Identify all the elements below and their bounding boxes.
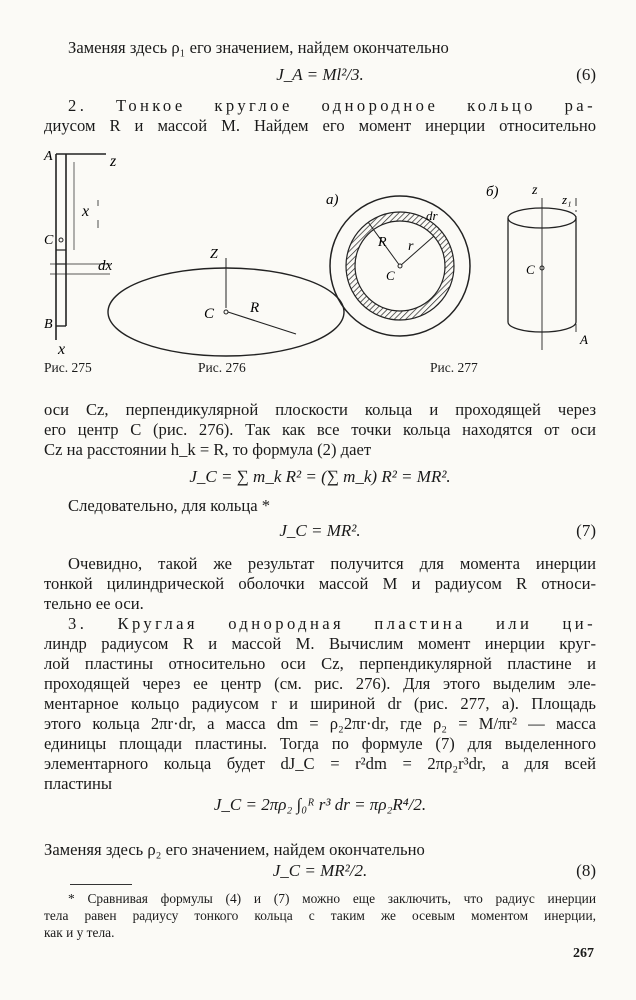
figure-277b-cylinder <box>508 198 576 350</box>
fig275-label-B: B <box>44 317 53 332</box>
paragraph-line: проходящей через ее центр (см. рис. 276). Для этого выделим эле- <box>44 674 596 693</box>
paragraph-line: тонкой цилиндрической оболочки массой M и радиусом R относи- <box>44 574 596 593</box>
figure-277a-disk <box>330 196 470 336</box>
caption-fig-276: Рис. 276 <box>198 360 246 375</box>
equation-7-body: J_C = MR². <box>279 521 361 540</box>
caption-fig-277: Рис. 277 <box>430 360 478 375</box>
paragraph-line: лой пластины относительно оси Cz, перпендикулярной пластине и <box>44 654 596 673</box>
figures-275-277 <box>30 140 610 358</box>
fig276-label-C: C <box>204 306 215 322</box>
fig275-label-C: C <box>44 233 54 248</box>
paragraph-line: ментарное кольцо радиусом r и шириной dr (рис. 277, а). Площадь <box>44 694 596 713</box>
footnote-line: * Сравнивая формулы (4) и (7) можно еще заключить, что радиус инерции <box>68 891 596 906</box>
paragraph-line: пластины <box>44 774 113 793</box>
paragraph-line: линдр радиусом R и массой M. Вычислим момент инерции круг- <box>44 634 596 653</box>
fig275-label-dx: dx <box>98 258 113 274</box>
footnote-line: как и у тела. <box>44 925 115 940</box>
equation-6-body: J_A = Ml²/3. <box>276 65 364 84</box>
fig277-label-z1: z₁ <box>562 192 572 207</box>
section-heading-3: 3. Круглая однородная пластина или ци- <box>68 614 596 633</box>
figure-275-rod <box>50 154 110 340</box>
equation-integral-body: J_C = 2πρ₂ ∫₀ᴿ r³ dr = πρ₂R⁴/2. <box>213 795 427 814</box>
fig277-label-r: r <box>408 239 414 254</box>
paragraph-line: элементарного кольца будет dJ_C = r²dm = 2πρ₂r³dr, а для всей <box>44 754 596 773</box>
fig275-label-A: A <box>44 149 53 164</box>
paragraph-line: Очевидно, такой же результат получится для момента инерции <box>68 554 596 573</box>
paragraph-line: диусом R и массой M. Найдем его момент инерции относительно <box>44 116 596 135</box>
equation-8-number: (8) <box>576 861 596 880</box>
paragraph-line: Cz на расстоянии h_k = R, то формула (2) дает <box>44 440 372 459</box>
footnote-rule <box>70 884 132 885</box>
paragraph-line: его центр C (рис. 276). Так как все точки кольца находятся от оси <box>44 420 596 439</box>
equation-sum-body: J_C = ∑ m_k R² = (∑ m_k) R² = MR². <box>189 467 451 486</box>
caption-fig-275: Рис. 275 <box>44 360 92 375</box>
page-number: 267 <box>573 946 594 961</box>
fig277-label-A: A <box>580 332 588 347</box>
equation-8-body: J_C = MR²/2. <box>272 861 368 880</box>
fig276-label-R: R <box>250 300 260 316</box>
paragraph-line: оси Cz, перпендикулярной плоскости кольца и проходящей через <box>44 400 596 419</box>
fig277-label-b: б) <box>486 184 499 200</box>
paragraph-line: Заменяя здесь ρ₁ его значением, найдем окончательно <box>68 38 449 57</box>
paragraph-line: тельно ее оси. <box>44 594 144 613</box>
fig277-label-C2: C <box>526 262 535 277</box>
fig277-label-z: z <box>532 183 538 198</box>
figure-276-ring <box>108 258 344 356</box>
section-heading-2: 2. Тонкое круглое однородное кольцо ра- <box>68 96 596 115</box>
fig276-label-Z: Z <box>210 247 218 262</box>
equation-6-number: (6) <box>576 65 596 84</box>
fig275-label-x-axis: x <box>58 341 66 358</box>
fig277-label-R: R <box>378 235 387 250</box>
footnote-line: тела равен радиусу тонкого кольца с таким же осевым моментом инерции, <box>44 908 596 923</box>
paragraph-line: единицы площади пластины. Тогда по формуле (7) для выделенного <box>44 734 596 753</box>
equation-7-number: (7) <box>576 521 596 540</box>
paragraph-line: этого кольца 2πr·dr, а масса dm = ρ₂2πr·dr, где ρ₂ = M/πr² — масса <box>44 714 596 733</box>
fig277-label-dr: dr <box>426 208 438 223</box>
fig275-label-x: x <box>82 203 90 220</box>
fig275-label-z: z <box>110 153 117 170</box>
paragraph-line: Заменяя здесь ρ₂ его значением, найдем окончательно <box>44 840 425 859</box>
fig277-label-a: а) <box>326 192 339 208</box>
paragraph-line: Следовательно, для кольца * <box>68 496 271 515</box>
fig277-label-C: C <box>386 268 395 283</box>
